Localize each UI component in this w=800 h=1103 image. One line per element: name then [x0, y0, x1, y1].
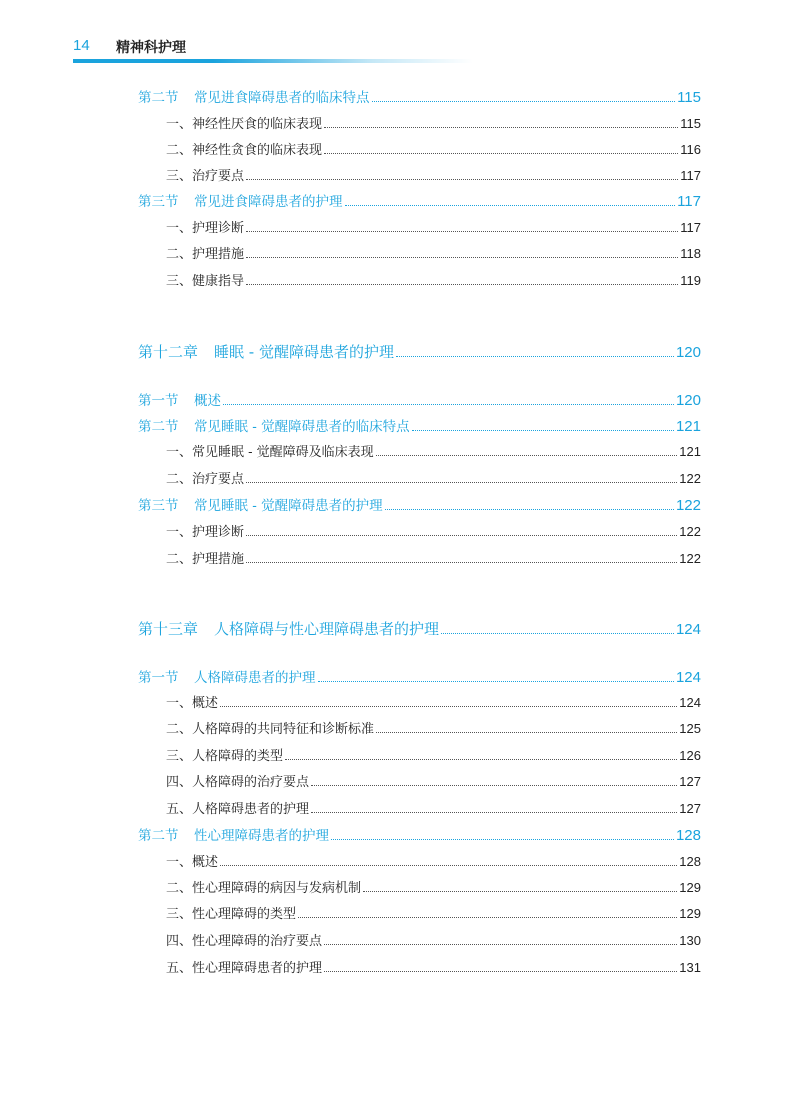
dot-leader	[345, 205, 676, 206]
toc-page-number: 122	[679, 551, 701, 566]
toc-entry-title	[138, 824, 329, 844]
item-title: 四、人格障碍的治疗要点	[166, 775, 310, 790]
toc-item-row[interactable]	[166, 243, 701, 262]
toc-item-row[interactable]	[166, 468, 701, 487]
item-title: 四、性心理障碍的治疗要点	[166, 934, 323, 949]
dot-leader	[220, 706, 677, 707]
dot-leader	[376, 455, 678, 456]
toc-item-row[interactable]	[166, 745, 701, 764]
dot-leader	[396, 356, 674, 357]
toc-item-row[interactable]	[166, 718, 701, 737]
dot-leader	[331, 839, 674, 840]
dot-leader	[246, 179, 678, 180]
toc-entry-title	[138, 666, 316, 686]
toc-entry-title	[138, 190, 343, 210]
section-title: 常见进食障碍患者的护理	[194, 194, 343, 210]
section-number: 第三节	[138, 194, 179, 210]
page-number: 14	[73, 37, 90, 54]
item-title: 一、神经性厌食的临床表现	[166, 117, 323, 132]
toc-entry-title	[138, 618, 439, 639]
dot-leader	[412, 430, 674, 431]
chapter-title: 睡眠 - 觉醒障碍患者的护理	[214, 343, 394, 361]
toc-page-number: 130	[679, 933, 701, 948]
toc-item-row[interactable]	[166, 113, 701, 132]
dot-leader	[311, 785, 677, 786]
toc-item-row[interactable]	[166, 521, 701, 540]
item-title: 二、性心理障碍的病因与发病机制	[166, 881, 362, 896]
toc-entry-title	[166, 877, 361, 896]
dot-leader	[246, 562, 677, 563]
toc-entry-title	[138, 341, 394, 362]
toc-section-row[interactable]	[138, 494, 701, 514]
item-title: 一、概述	[166, 696, 219, 711]
toc-page-number: 125	[679, 721, 701, 736]
header-rule	[73, 59, 473, 63]
toc-entry-title	[138, 389, 221, 409]
toc-entry-title	[166, 548, 244, 567]
section-number: 第一节	[138, 393, 179, 409]
dot-leader	[324, 127, 678, 128]
toc-page-number: 122	[679, 471, 701, 486]
toc-entry-title	[138, 86, 370, 106]
item-title: 一、护理诊断	[166, 525, 245, 540]
toc-page-number: 122	[675, 497, 701, 514]
toc-entry-title	[166, 243, 244, 262]
item-title: 一、常见睡眠 - 觉醒障碍及临床表现	[166, 445, 374, 460]
dot-leader	[363, 891, 677, 892]
toc-entry-title	[166, 521, 244, 540]
toc-page-number: 128	[675, 827, 701, 844]
toc-section-row[interactable]	[138, 190, 701, 210]
chapter-title: 人格障碍与性心理障碍患者的护理	[214, 620, 440, 638]
toc-entry-title	[166, 165, 244, 184]
dot-leader	[318, 681, 674, 682]
dot-leader	[311, 812, 677, 813]
item-title: 二、人格障碍的共同特征和诊断标准	[166, 722, 375, 737]
item-title: 二、神经性贪食的临床表现	[166, 143, 323, 158]
toc-page-number: 120	[675, 344, 701, 361]
dot-leader	[246, 482, 677, 483]
toc-page-number: 128	[679, 854, 701, 869]
section-title: 常见进食障碍患者的临床特点	[194, 90, 370, 106]
toc-entry-title	[166, 468, 244, 487]
item-title: 二、护理措施	[166, 552, 245, 567]
toc-item-row[interactable]	[166, 877, 701, 896]
section-number: 第三节	[138, 498, 179, 514]
dot-leader	[246, 535, 677, 536]
toc-item-row[interactable]	[166, 139, 701, 158]
toc-entry-title	[166, 113, 322, 132]
section-number: 第二节	[138, 90, 179, 106]
toc-page-number: 124	[675, 621, 701, 638]
dot-leader	[324, 971, 677, 972]
toc-page-number: 117	[680, 220, 701, 235]
dot-leader	[246, 231, 678, 232]
dot-leader	[246, 257, 678, 258]
dot-leader	[324, 944, 677, 945]
toc-chapter-row[interactable]	[138, 341, 701, 362]
toc-page-number: 119	[680, 273, 701, 288]
toc-entry-title	[166, 441, 374, 460]
toc-item-row[interactable]	[166, 548, 701, 567]
dot-leader	[372, 101, 676, 102]
toc-item-row[interactable]	[166, 851, 701, 870]
section-number: 第二节	[138, 828, 179, 844]
section-number: 第一节	[138, 670, 179, 686]
toc-entry-title	[166, 930, 322, 949]
chapter-number: 第十三章	[138, 620, 199, 638]
toc-page-number: 129	[679, 906, 701, 921]
toc-item-row[interactable]	[166, 692, 701, 711]
dot-leader	[298, 917, 677, 918]
item-title: 三、人格障碍的类型	[166, 749, 284, 764]
section-title: 概述	[194, 393, 221, 409]
toc-item-row[interactable]	[166, 798, 701, 817]
dot-leader	[285, 759, 677, 760]
toc-page-number: 120	[675, 392, 701, 409]
toc-page-number: 121	[679, 444, 701, 459]
toc-item-row[interactable]	[166, 270, 701, 289]
dot-leader	[376, 732, 677, 733]
toc-item-row[interactable]	[166, 441, 701, 460]
section-title: 常见睡眠 - 觉醒障碍患者的临床特点	[194, 419, 410, 435]
dot-leader	[220, 865, 677, 866]
toc-entry-title	[166, 851, 218, 870]
toc-entry-title	[166, 903, 296, 922]
toc-section-row[interactable]	[138, 415, 701, 435]
toc-page-number: 118	[680, 246, 701, 261]
dot-leader	[441, 633, 674, 634]
toc-entry-title	[166, 745, 283, 764]
item-title: 二、治疗要点	[166, 472, 245, 487]
chapter-number: 第十二章	[138, 343, 199, 361]
toc-entry-title	[138, 415, 410, 435]
section-title: 性心理障碍患者的护理	[194, 828, 329, 844]
section-title: 常见睡眠 - 觉醒障碍患者的护理	[194, 498, 383, 514]
toc-page-number: 126	[679, 748, 701, 763]
toc-page-number: 117	[680, 168, 701, 183]
toc-item-row[interactable]	[166, 930, 701, 949]
toc-entry-title	[166, 270, 244, 289]
toc-entry-title	[166, 139, 322, 158]
toc-page-number: 122	[679, 524, 701, 539]
dot-leader	[223, 404, 674, 405]
toc-page-number: 116	[680, 142, 701, 157]
dot-leader	[385, 509, 674, 510]
toc-section-row[interactable]	[138, 666, 701, 686]
toc-page-number: 127	[679, 774, 701, 789]
toc-entry-title	[166, 957, 322, 976]
toc-page-number: 124	[679, 695, 701, 710]
toc-entry-title	[166, 798, 309, 817]
page-header	[73, 34, 473, 62]
toc-chapter-row[interactable]	[138, 618, 701, 639]
item-title: 五、性心理障碍患者的护理	[166, 961, 323, 976]
toc-item-row[interactable]	[166, 217, 701, 236]
toc-page-number: 129	[679, 880, 701, 895]
toc-entry-title	[166, 718, 374, 737]
toc-section-row[interactable]	[138, 824, 701, 844]
toc-item-row[interactable]	[166, 903, 701, 922]
toc-entry-title	[166, 771, 309, 790]
dot-leader	[246, 284, 678, 285]
item-title: 三、治疗要点	[166, 169, 245, 184]
toc-item-row[interactable]	[166, 771, 701, 790]
toc-entry-title	[138, 494, 383, 514]
section-number: 第二节	[138, 419, 179, 435]
toc-page-number: 115	[680, 116, 701, 131]
toc-page-number: 115	[677, 89, 701, 106]
toc-entry-title	[166, 217, 244, 236]
toc-item-row[interactable]	[166, 165, 701, 184]
toc-page-number: 131	[679, 960, 701, 975]
toc-page-number: 127	[679, 801, 701, 816]
toc-page-number: 117	[677, 193, 701, 210]
item-title: 一、护理诊断	[166, 221, 245, 236]
toc-item-row[interactable]	[166, 957, 701, 976]
toc-section-row[interactable]	[138, 389, 701, 409]
toc-entry-title	[166, 692, 218, 711]
toc-page-number: 121	[675, 418, 701, 435]
item-title: 二、护理措施	[166, 247, 245, 262]
section-title: 人格障碍患者的护理	[194, 670, 316, 686]
toc-page-number: 124	[675, 669, 701, 686]
dot-leader	[324, 153, 678, 154]
book-title: 精神科护理	[116, 40, 186, 56]
toc-section-row[interactable]	[138, 86, 701, 106]
item-title: 三、性心理障碍的类型	[166, 907, 297, 922]
item-title: 五、人格障碍患者的护理	[166, 802, 310, 817]
item-title: 三、健康指导	[166, 274, 245, 289]
item-title: 一、概述	[166, 855, 219, 870]
